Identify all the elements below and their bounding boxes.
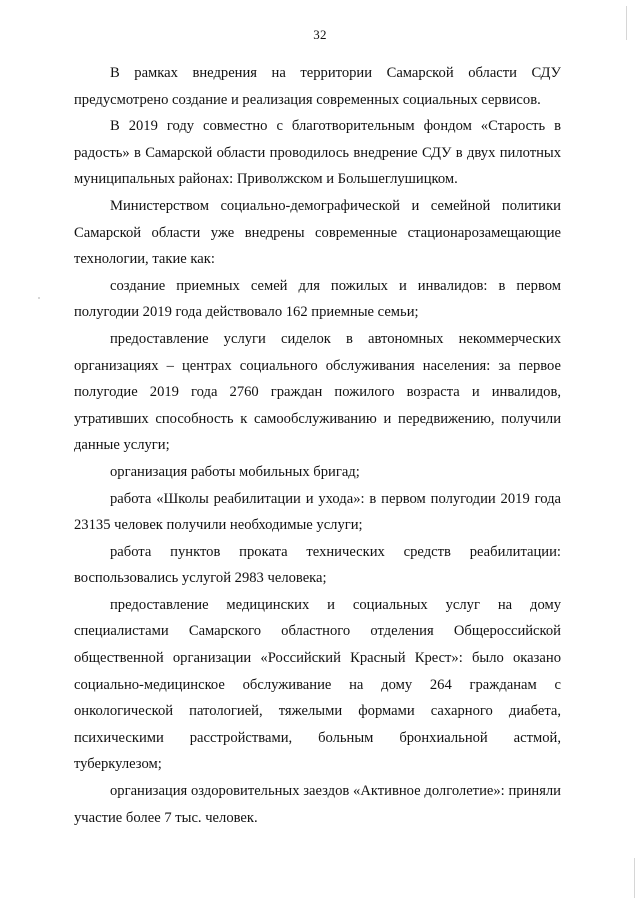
list-item-active-longevity: организация оздоровительных заездов «Активное долголетие»: приняли участие более 7 тыс. человек. (74, 783, 561, 826)
body-text (74, 60, 561, 831)
list-item-equipment-rental: работа пунктов проката технических средств реабилитации: воспользовались услугой 2983 человека; (74, 543, 561, 587)
list-item-caregivers: предоставление услуги сиделок в автономных некоммерческих организациях – центрах социального обслуживания населения: за первое полугодие 2019 года 2760 граждан пожилого возраста и инвалидов, утративших способность к самообслуживанию и передвижению, получили данные услуги; (74, 330, 561, 454)
page-number: 32 (313, 27, 327, 42)
paragraph-pilot-2019: В 2019 году совместно с благотворительным фондом «Старость в радость» в Самарской области проводилось внедрение СДУ в двух пилотных муниципальных районах: Приволжском и Большеглушицком. (74, 118, 561, 188)
paragraph-ministry: Министерством социально-демографической и семейной политики Самарской области уже внедрены современные стационарозамещающие технологии, такие как: (74, 197, 561, 268)
scan-artifact-right-edge (634, 858, 635, 898)
list-item-rehab-school: работа «Школы реабилитации и ухода»: в первом полугодии 2019 года 23135 человек получили необходимые услуги; (74, 490, 561, 534)
scan-artifact-top-right (626, 6, 627, 40)
paragraph-intro: В рамках внедрения на территории Самарской области СДУ предусмотрено создание и реализация современных социальных сервисов. (74, 65, 561, 108)
list-item-red-cross: предоставление медицинских и социальных услуг на дому специалистами Самарского областного отделения Общероссийской общественной организации «Российский Красный Крест»: было оказано социально-медицинское обслуживание на дому 264 гражданам с онкологической патологией, тяжелыми формами сахарного диабета, психическими расстройствами, больным бронхиальной астмой, туберкулезом; (74, 596, 561, 773)
list-item-foster-families: создание приемных семей для пожилых и инвалидов: в первом полугодии 2019 года действовало 162 приемные семьи; (74, 277, 561, 321)
list-item-mobile-teams: организация работы мобильных бригад; (110, 463, 360, 480)
scan-artifact-left-dot (38, 297, 40, 299)
